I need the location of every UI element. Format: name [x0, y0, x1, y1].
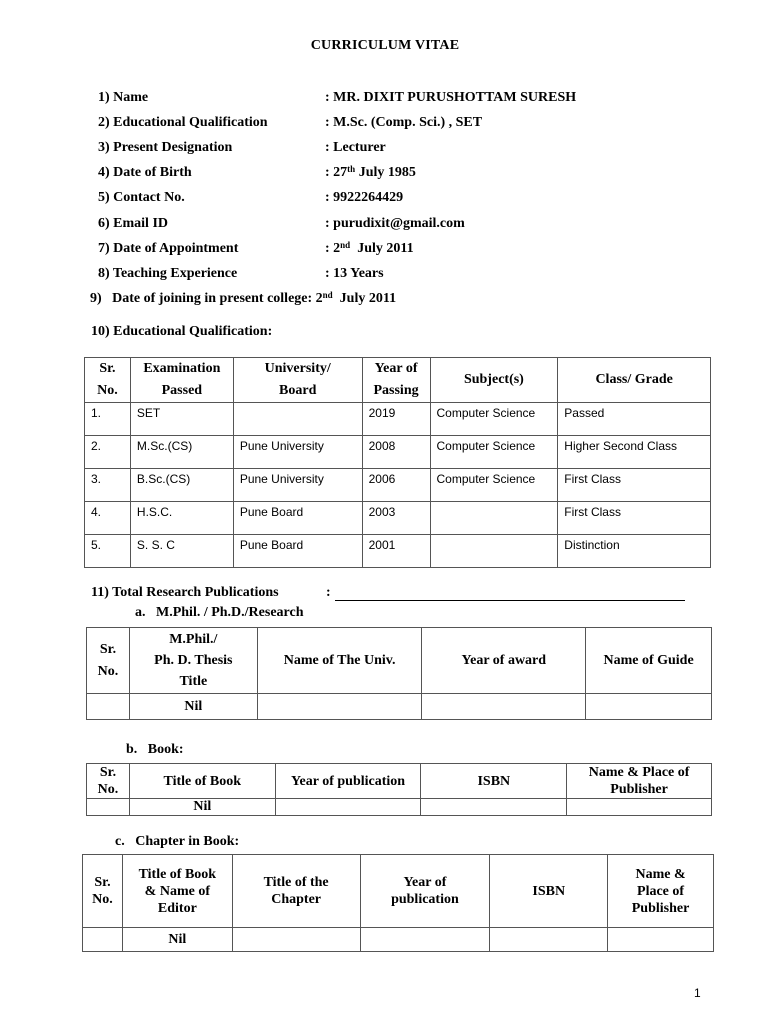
table-row [85, 502, 711, 535]
edu-cell-univ: Pune Board [233, 535, 362, 568]
chapter-header-sr: Sr. No. [83, 855, 123, 928]
book-header-sr: Sr. No. [87, 764, 130, 799]
edu-cell-subject [430, 502, 558, 535]
book-table [86, 763, 712, 816]
edu-header-subject: Subject(s) [430, 358, 558, 403]
chapter-header-publisher: Name & Place of Publisher [608, 855, 714, 928]
chapter-header-row [83, 855, 714, 928]
edu-cell-exam: B.Sc.(CS) [130, 469, 233, 502]
info-value: : 27th July 1985 [325, 164, 416, 180]
thesis-header-row [87, 628, 712, 694]
info-value: : purudixit@gmail.com [325, 216, 465, 231]
info-contact [98, 189, 658, 207]
thesis-header-year: Year of award [422, 628, 586, 694]
chapter-cell-nil: Nil [122, 928, 232, 952]
book-header-year: Year of publication [275, 764, 421, 799]
chapter-cell-isbn [490, 928, 608, 952]
edu-header-sr: Sr. No. [85, 358, 131, 403]
page-number: 1 [694, 986, 701, 1000]
edu-cell-sr: 1. [85, 403, 131, 436]
info-joining [90, 290, 650, 308]
info-email [98, 215, 658, 233]
thesis-cell-guide [586, 694, 712, 720]
edu-header-univ: University/ Board [233, 358, 362, 403]
info-value: : MR. DIXIT PURUSHOTTAM SURESH [325, 90, 577, 105]
edu-cell-univ: Pune Board [233, 502, 362, 535]
thesis-header-sr: Sr. No. [87, 628, 130, 694]
table-row [85, 469, 711, 502]
book-cell-isbn [421, 799, 567, 816]
book-header-isbn: ISBN [421, 764, 567, 799]
chapter-header-chapter: Title of the Chapter [232, 855, 360, 928]
edu-cell-sr: 4. [85, 502, 131, 535]
info-label: 4) Date of Birth [98, 165, 192, 180]
research-sub-b: b. Book: [126, 742, 184, 757]
info-appointment [98, 240, 658, 258]
edu-cell-subject: Computer Science [430, 469, 558, 502]
thesis-table [86, 627, 712, 720]
info-value: : 2nd July 2011 [325, 240, 414, 256]
page-title: CURRICULUM VITAE [310, 38, 460, 53]
thesis-header-guide: Name of Guide [586, 628, 712, 694]
info-label: 7) Date of Appointment [98, 241, 239, 256]
thesis-cell-univ [257, 694, 422, 720]
book-header-publisher: Name & Place of Publisher [567, 764, 712, 799]
edu-cell-univ: Pune University [233, 469, 362, 502]
info-value: : M.Sc. (Comp. Sci.) , SET [325, 115, 483, 130]
edu-cell-exam: H.S.C. [130, 502, 233, 535]
info-label: 6) Email ID [98, 216, 168, 231]
info-label: 8) Teaching Experience [98, 266, 238, 281]
info-value: : 13 Years [325, 266, 384, 281]
book-cell-nil: Nil [129, 799, 275, 816]
research-blank-line [335, 600, 685, 601]
edu-cell-subject [430, 535, 558, 568]
chapter-header-book: Title of Book & Name of Editor [122, 855, 232, 928]
research-sub-a: a. M.Phil. / Ph.D./Research [135, 605, 304, 620]
table-row [87, 694, 712, 720]
edu-cell-subject: Computer Science [430, 436, 558, 469]
edu-header-row [85, 358, 711, 403]
edu-cell-year: 2019 [362, 403, 430, 436]
edu-cell-exam: SET [130, 403, 233, 436]
info-dob [98, 164, 658, 182]
chapter-cell-chapter [232, 928, 360, 952]
edu-cell-grade: First Class [558, 469, 711, 502]
edu-header-year: Year of Passing [362, 358, 430, 403]
table-row [87, 799, 712, 816]
chapter-table [82, 854, 714, 952]
table-row [85, 535, 711, 568]
edu-cell-univ: Pune University [233, 436, 362, 469]
book-cell-year [275, 799, 421, 816]
book-header-title: Title of Book [129, 764, 275, 799]
edu-cell-year: 2001 [362, 535, 430, 568]
thesis-header-univ: Name of The Univ. [257, 628, 422, 694]
book-cell-publisher [567, 799, 712, 816]
info-label: 9) Date of joining in present college: 2nd July 2011 [90, 290, 397, 306]
info-label: 5) Contact No. [98, 190, 185, 205]
info-label: 1) Name [98, 90, 149, 105]
chapter-cell-sr [83, 928, 123, 952]
info-value: : Lecturer [325, 140, 386, 155]
edu-cell-exam: M.Sc.(CS) [130, 436, 233, 469]
edu-cell-univ [233, 403, 362, 436]
book-header-row [87, 764, 712, 799]
edu-cell-sr: 2. [85, 436, 131, 469]
chapter-cell-year [360, 928, 490, 952]
edu-cell-subject: Computer Science [430, 403, 558, 436]
info-experience [98, 265, 658, 283]
edu-cell-sr: 5. [85, 535, 131, 568]
research-heading: 11) Total Research Publications [91, 585, 279, 600]
edu-heading: 10) Educational Qualification: [91, 324, 273, 339]
info-designation [98, 139, 658, 157]
book-cell-sr [87, 799, 130, 816]
thesis-cell-sr [87, 694, 130, 720]
edu-cell-year: 2003 [362, 502, 430, 535]
edu-cell-grade: Higher Second Class [558, 436, 711, 469]
chapter-header-year: Year of publication [360, 855, 490, 928]
edu-cell-exam: S. S. C [130, 535, 233, 568]
edu-header-grade: Class/ Grade [558, 358, 711, 403]
table-row [83, 928, 714, 952]
table-row [85, 403, 711, 436]
edu-cell-grade: Passed [558, 403, 711, 436]
chapter-header-isbn: ISBN [490, 855, 608, 928]
info-name [98, 89, 658, 107]
edu-table [84, 357, 711, 568]
thesis-header-title: M.Phil./ Ph. D. Thesis Title [129, 628, 257, 694]
edu-cell-year: 2006 [362, 469, 430, 502]
info-label: 3) Present Designation [98, 140, 233, 155]
edu-cell-grade: First Class [558, 502, 711, 535]
edu-cell-grade: Distinction [558, 535, 711, 568]
research-sub-c: c. Chapter in Book: [115, 834, 240, 849]
edu-header-exam: Examination Passed [130, 358, 233, 403]
info-value: : 9922264429 [325, 190, 404, 205]
edu-cell-year: 2008 [362, 436, 430, 469]
chapter-cell-publisher [608, 928, 714, 952]
research-colon: : [326, 585, 331, 600]
thesis-cell-nil: Nil [129, 694, 257, 720]
thesis-cell-year [422, 694, 586, 720]
info-label: 2) Educational Qualification [98, 115, 268, 130]
edu-cell-sr: 3. [85, 469, 131, 502]
info-qualification [98, 114, 658, 132]
table-row [85, 436, 711, 469]
